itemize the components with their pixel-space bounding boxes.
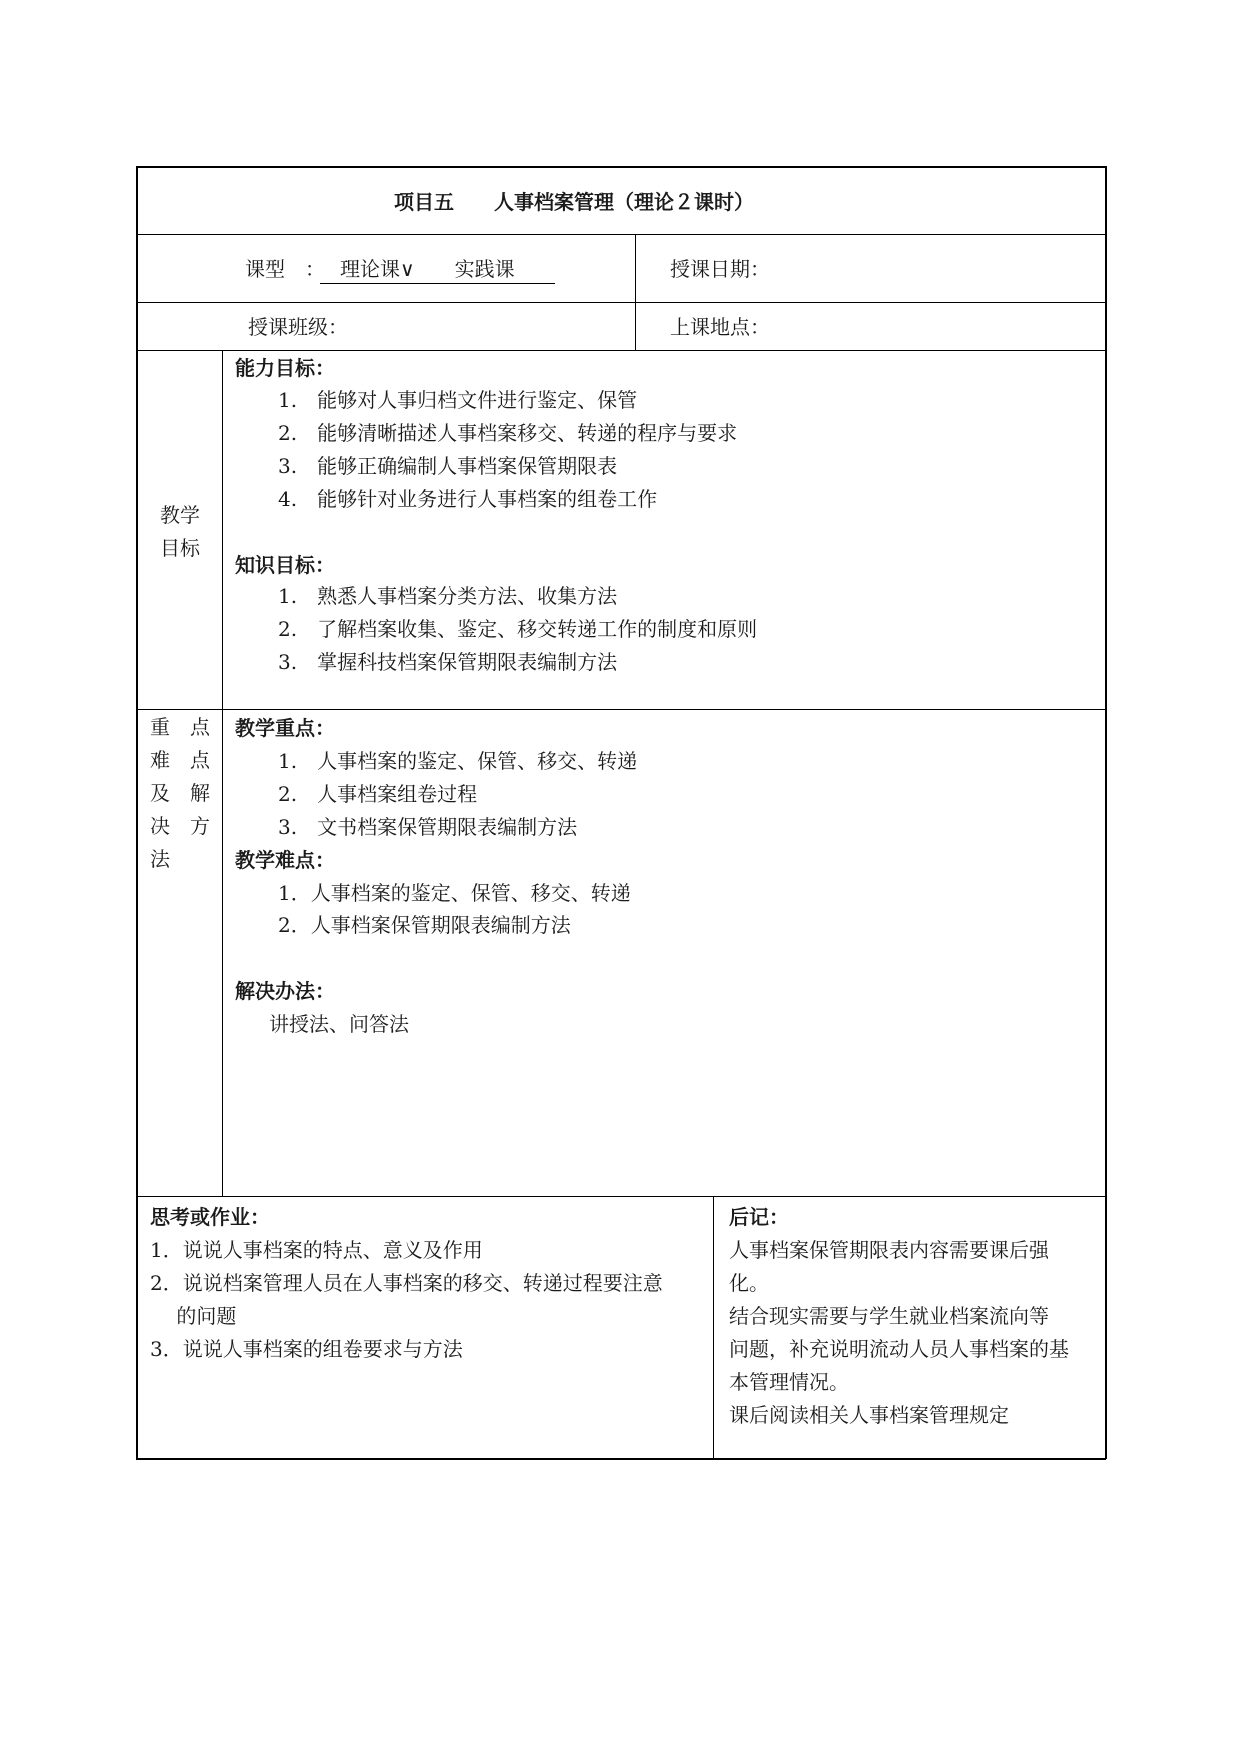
homework-item: 3．说说人事档案的组卷要求与方法	[150, 1337, 463, 1361]
col-divider-date	[635, 234, 636, 351]
row-divider-2	[136, 302, 1106, 303]
objectives-label-line1: 教学	[160, 503, 200, 527]
method-text: 讲授法、问答法	[269, 1012, 409, 1036]
course-type-label: 课型 ：	[245, 257, 325, 281]
table-border-top	[136, 166, 1106, 168]
class-label: 授课班级：	[248, 315, 348, 339]
knowledge-item: 2. 了解档案收集、鉴定、移交转递工作的制度和原则	[278, 617, 758, 641]
ability-item: 4. 能够针对业务进行人事档案的组卷工作	[278, 487, 658, 511]
ability-item: 3. 能够正确编制人事档案保管期限表	[278, 454, 618, 478]
homework-item: 的问题	[150, 1304, 237, 1328]
objectives-label-line2: 目标	[160, 536, 200, 560]
afterword-title: 后记：	[729, 1205, 789, 1229]
afterword-line: 化。	[729, 1271, 769, 1295]
table-border-right	[1105, 166, 1107, 1459]
homework-item: 2．说说档案管理人员在人事档案的移交、转递过程要注意	[150, 1271, 663, 1295]
afterword-line: 结合现实需要与学生就业档案流向等	[729, 1304, 1049, 1328]
focus-item: 1. 人事档案的鉴定、保管、移交、转递	[278, 749, 638, 773]
row-divider-1	[136, 234, 1106, 235]
afterword-line: 本管理情况。	[729, 1370, 849, 1394]
method-title: 解决办法：	[235, 979, 335, 1003]
col-divider-label	[222, 350, 223, 1197]
knowledge-goals-title: 知识目标：	[235, 553, 335, 577]
location-label: 上课地点：	[670, 315, 770, 339]
row-divider-3	[136, 350, 1106, 351]
knowledge-item: 1. 熟悉人事档案分类方法、收集方法	[278, 584, 618, 608]
date-label: 授课日期：	[670, 257, 770, 281]
keypoints-label-line: 难 点	[150, 748, 210, 772]
ability-item: 1. 能够对人事归档文件进行鉴定、保管	[278, 388, 638, 412]
afterword-line: 课后阅读相关人事档案管理规定	[729, 1403, 1009, 1427]
ability-goals-title: 能力目标：	[235, 356, 335, 380]
homework-title: 思考或作业：	[150, 1205, 270, 1229]
keypoints-label-line: 法	[150, 847, 170, 871]
row-divider-5	[136, 1196, 1106, 1197]
row-divider-4	[136, 709, 1106, 710]
page-title: 项目五 人事档案管理（理论２课时）	[394, 190, 754, 214]
keypoints-label-line: 决 方	[150, 814, 210, 838]
difficulty-item: 2．人事档案保管期限表编制方法	[278, 913, 571, 937]
keypoints-label-line: 及 解	[150, 781, 210, 805]
afterword-line: 问题，补充说明流动人员人事档案的基	[729, 1337, 1069, 1361]
focus-item: 2. 人事档案组卷过程	[278, 782, 478, 806]
col-divider-afterword	[713, 1196, 714, 1459]
focus-item: 3. 文书档案保管期限表编制方法	[278, 815, 578, 839]
knowledge-item: 3. 掌握科技档案保管期限表编制方法	[278, 650, 618, 674]
course-type-value: 理论课∨ 实践课	[320, 257, 555, 284]
table-border-bottom	[136, 1458, 1106, 1460]
ability-item: 2. 能够清晰描述人事档案移交、转递的程序与要求	[278, 421, 738, 445]
homework-item: 1．说说人事档案的特点、意义及作用	[150, 1238, 483, 1262]
focus-title: 教学重点：	[235, 716, 335, 740]
difficulty-title: 教学难点：	[235, 848, 335, 872]
table-border-left	[136, 166, 138, 1459]
afterword-line: 人事档案保管期限表内容需要课后强	[729, 1238, 1049, 1262]
keypoints-label-line: 重 点	[150, 715, 210, 739]
difficulty-item: 1．人事档案的鉴定、保管、移交、转递	[278, 881, 631, 905]
